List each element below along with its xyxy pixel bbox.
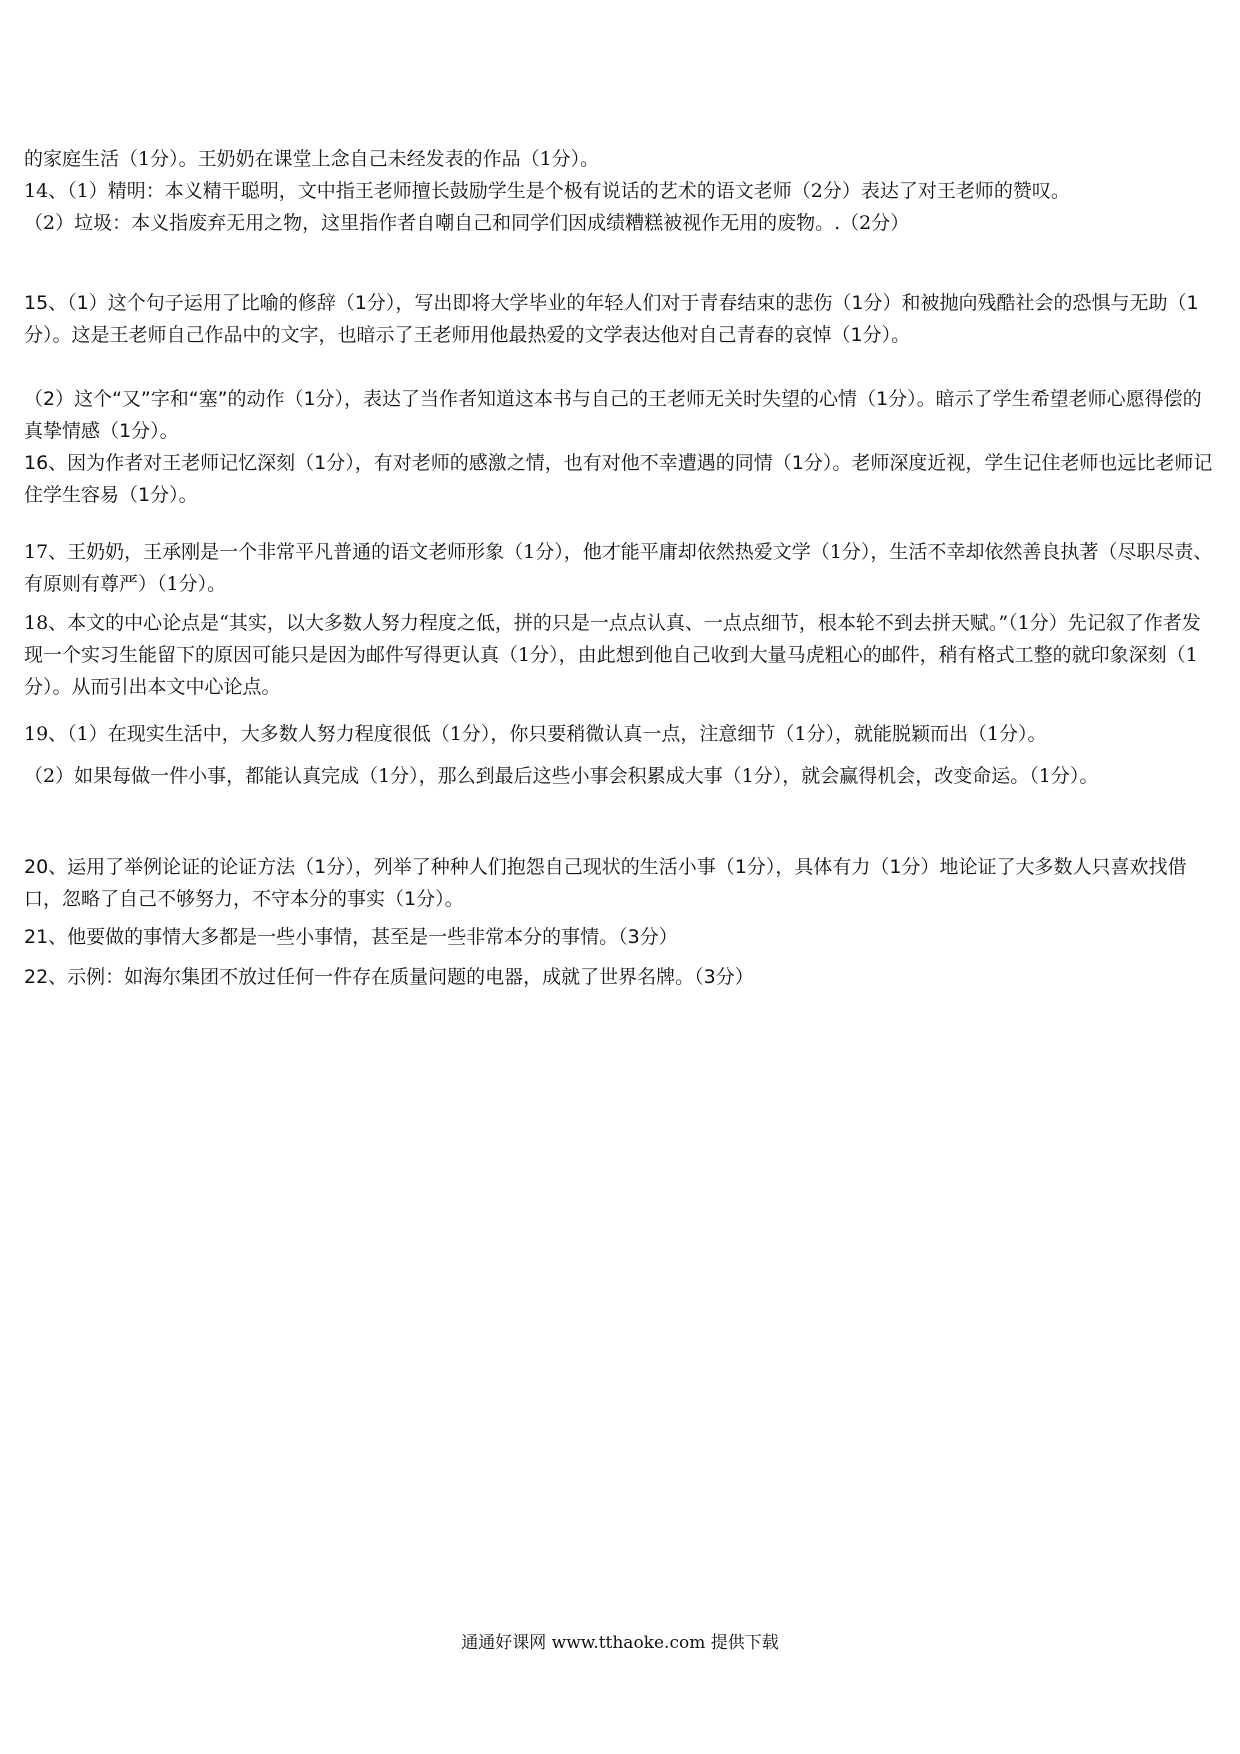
answer-20: 20、运用了举例论证的论证方法（1分），列举了种种人们抱怨自己现状的生活小事（1分），具体有力（1分）地论证了大多数人只喜欢找借口，忽略了自己不够努力，不守本分的事实（1分）。 xyxy=(24,856,1187,910)
answer-15-part-1: 15、（1）这个句子运用了比喻的修辞（1分），写出即将大学毕业的年轻人们对于青春结束的悲伤（1分）和被抛向残酷社会的恐惧与无助（1分）。这是王老师自己作品中的文字，也暗示了王老师用他最热爱的文学表达他对自己青春的哀悼（1分）。 xyxy=(24,292,1199,346)
answer-14-part-1: 14、（1）精明：本义精干聪明，文中指王老师擅长鼓励学生是个极有说话的艺术的语文老师（2分）表达了对王老师的赞叹。 xyxy=(24,180,1070,202)
answer-16: 16、因为作者对王老师记忆深刻（1分），有对老师的感激之情，也有对他不幸遭遇的同情（1分）。老师深度近视，学生记住老师也远比老师记住学生容易（1分）。 xyxy=(24,452,1213,506)
answer-22: 22、示例：如海尔集团不放过任何一件存在质量问题的电器，成就了世界名牌。（3分） xyxy=(24,966,754,988)
answer-21: 21、他要做的事情大多都是一些小事情，甚至是一些非常本分的事情。（3分） xyxy=(24,926,678,948)
footer-source: 通通好课网 www.tthaoke.com 提供下载 xyxy=(461,1633,779,1653)
answer-19-part-2: （2）如果每做一件小事，都能认真完成（1分），那么到最后这些小事会积累成大事（1分），就会赢得机会，改变命运。（1分）。 xyxy=(24,765,1099,787)
answer-19-part-1: 19、（1）在现实生活中，大多数人努力程度很低（1分），你只要稍微认真一点，注意细节（1分），就能脱颖而出（1分）。 xyxy=(24,723,1047,745)
answer-17: 17、王奶奶，王承刚是一个非常平凡普通的语文老师形象（1分），他才能平庸却依然热爱文学（1分），生活不幸却依然善良执著（尽职尽责、有原则有尊严）（1分）。 xyxy=(24,541,1213,595)
answer-15-part-2: （2）这个“又”字和“塞”的动作（1分），表达了当作者知道这本书与自己的王老师无关时失望的心情（1分）。暗示了学生希望老师心愿得偿的真挚情感（1分）。 xyxy=(24,388,1202,442)
answer-18: 18、本文的中心论点是“其实，以大多数人努力程度之低，拼的只是一点点认真、一点点细节，根本轮不到去拼天赋。”（1分）先记叙了作者发现一个实习生能留下的原因可能只是因为邮件写得更认真（1分），由此想到他自己收到大量马虎粗心的邮件，稍有格式工整的就印象深刻（1分）。从而引出本文中心论点。 xyxy=(24,612,1201,698)
answer-13-continuation: 的家庭生活（1分）。王奶奶在课堂上念自己未经发表的作品（1分）。 xyxy=(24,148,600,170)
answer-14-part-2: （2）垃圾：本义指废弃无用之物，这里指作者自嘲自己和同学们因成绩糟糕被视作无用的废物。.（2分） xyxy=(24,212,910,234)
